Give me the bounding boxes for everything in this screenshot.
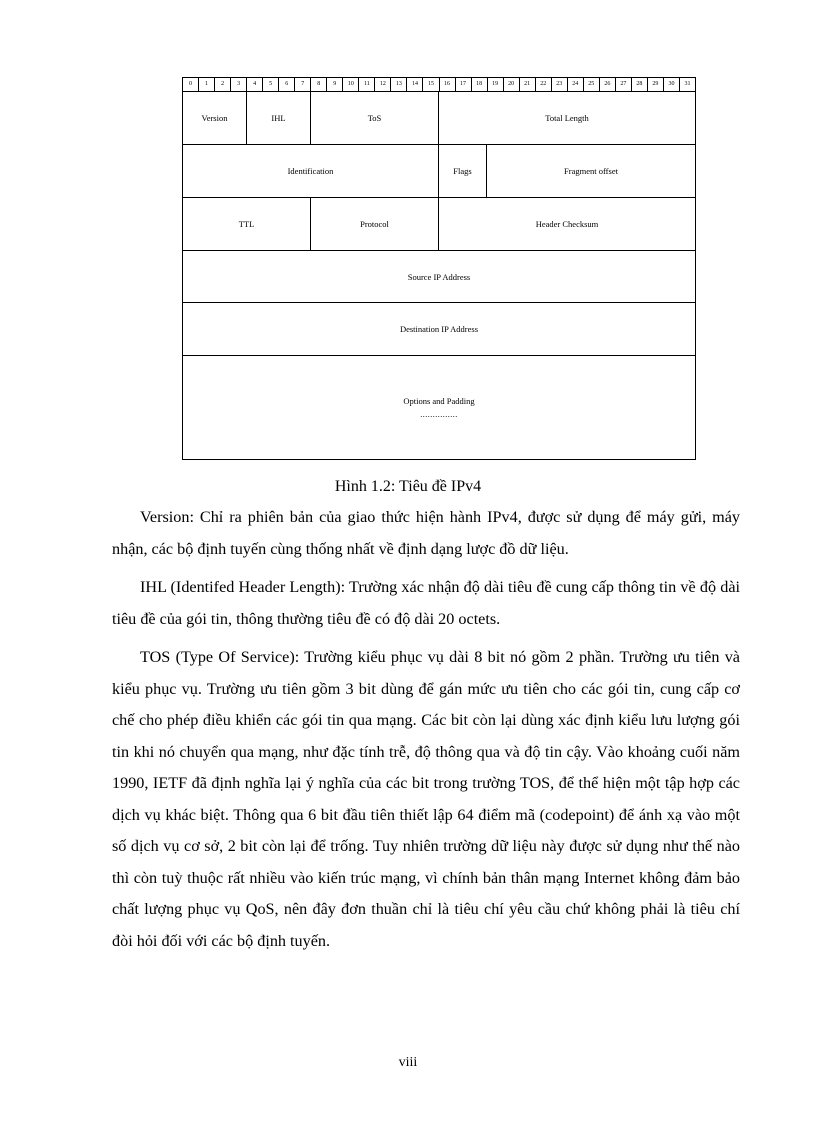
- field-ihl: IHL: [247, 92, 311, 144]
- bit-cell: 10: [343, 78, 359, 91]
- header-row-2: [183, 145, 695, 198]
- bit-cell: 9: [327, 78, 343, 91]
- bit-cell: 1: [199, 78, 215, 91]
- field-ttl: TTL: [183, 198, 311, 250]
- bit-cell: 30: [664, 78, 680, 91]
- header-row-5: [183, 303, 695, 356]
- bit-cell: 26: [600, 78, 616, 91]
- bit-number-row: [183, 78, 695, 92]
- page-number: viii: [398, 1055, 418, 1070]
- bit-cell: 17: [456, 78, 472, 91]
- ipv4-header-diagram: [182, 77, 696, 460]
- bit-cell: 3: [231, 78, 247, 91]
- bit-cell: 20: [504, 78, 520, 91]
- paragraph-tos: TOS (Type Of Service): Trường kiểu phục vụ dài 8 bit nó gồm 2 phần. Trường ưu tiên và kiểu phục vụ. Trường ưu tiên gồm 3 bit dùng để gán mức ưu tiên cho các gói tin, cung cấp cơ chế cho phép điều khiển các gói tin qua mạng. Các bit còn lại dùng xác định kiểu lưu lượng gói tin khi nó chuyển qua mạng, như đặc tính trễ, độ thông qua và độ tin cậy. Vào khoảng cuối năm 1990, IETF đã định nghĩa lại ý nghĩa của các bit trong trường TOS, để thể hiện một tập hợp các dịch vụ khác biệt. Thông qua 6 bit đầu tiên thiết lập 64 điểm mã (codepoint) để ánh xạ vào một số dịch vụ cơ sở, 2 bit còn lại để trống. Tuy nhiên trường dữ liệu này được sử dụng như thế nào thì còn tuỳ thuộc rất nhiều vào kiến trúc mạng, vì chính bản thân mạng Internet không đảm bảo chất lượng phục vụ QoS, nên đây đơn thuần chỉ là tiêu chí yêu cầu chứ không phải là tiêu chí đòi hỏi đối với các bộ định tuyến.: [112, 648, 740, 950]
- bit-cell: 13: [391, 78, 407, 91]
- bit-cell: 28: [632, 78, 648, 91]
- field-header-checksum: Header Checksum: [535, 219, 599, 229]
- bit-cell: 8: [311, 78, 327, 91]
- figure-caption: Hình 1.2: Tiêu đề IPv4: [334, 478, 482, 495]
- field-protocol: Protocol: [311, 198, 439, 250]
- header-row-4: [183, 251, 695, 303]
- bit-cell: 27: [616, 78, 632, 91]
- field-destination-address: Destination IP Address: [399, 324, 479, 334]
- options-dots: ...............: [420, 410, 458, 419]
- bit-cell: 7: [295, 78, 311, 91]
- bit-cell: 11: [359, 78, 375, 91]
- field-tos: ToS: [311, 92, 439, 144]
- field-total-length: Total Length: [545, 113, 589, 123]
- bit-cell: 21: [520, 78, 536, 91]
- bit-cell: 25: [584, 78, 600, 91]
- bit-cell: 16: [440, 78, 456, 91]
- body-text: [112, 502, 740, 964]
- bit-cell: 6: [279, 78, 295, 91]
- bit-cell: 12: [375, 78, 391, 91]
- bit-cell: 0: [183, 78, 199, 91]
- bit-cell: 29: [648, 78, 664, 91]
- field-options-padding: [183, 356, 695, 459]
- bit-cell: 24: [568, 78, 584, 91]
- header-row-3: [183, 198, 695, 251]
- bit-cell: 14: [407, 78, 423, 91]
- bit-cell: 23: [552, 78, 568, 91]
- bit-cell: 5: [263, 78, 279, 91]
- field-fragment-offset: Fragment offset: [564, 166, 618, 176]
- bit-cell: 15: [423, 78, 439, 91]
- bit-cell: 4: [247, 78, 263, 91]
- bit-cell: 18: [472, 78, 488, 91]
- bit-cell: 31: [684, 81, 691, 87]
- field-identification: Identification: [183, 145, 439, 197]
- options-label: Options and Padding: [403, 396, 475, 406]
- paragraph-ihl: IHL (Identifed Header Length): Trường xác nhận độ dài tiêu đề cung cấp thông tin về độ dài tiêu đề của gói tin, thông thường tiêu đề có độ dài 20 octets.: [112, 578, 740, 628]
- field-version: Version: [183, 92, 247, 144]
- field-source-address: Source IP Address: [407, 271, 471, 282]
- header-row-6: [183, 356, 695, 459]
- bit-cell: 2: [215, 78, 231, 91]
- header-row-1: [183, 92, 695, 145]
- bit-cell: 22: [536, 78, 552, 91]
- bit-cell: 19: [488, 78, 504, 91]
- paragraph-version: Version: Chỉ ra phiên bản của giao thức hiện hành IPv4, được sử dụng để máy gửi, máy nhận, các bộ định tuyến cùng thống nhất về định dạng lược đồ dữ liệu.: [112, 508, 740, 558]
- field-flags: Flags: [439, 145, 487, 197]
